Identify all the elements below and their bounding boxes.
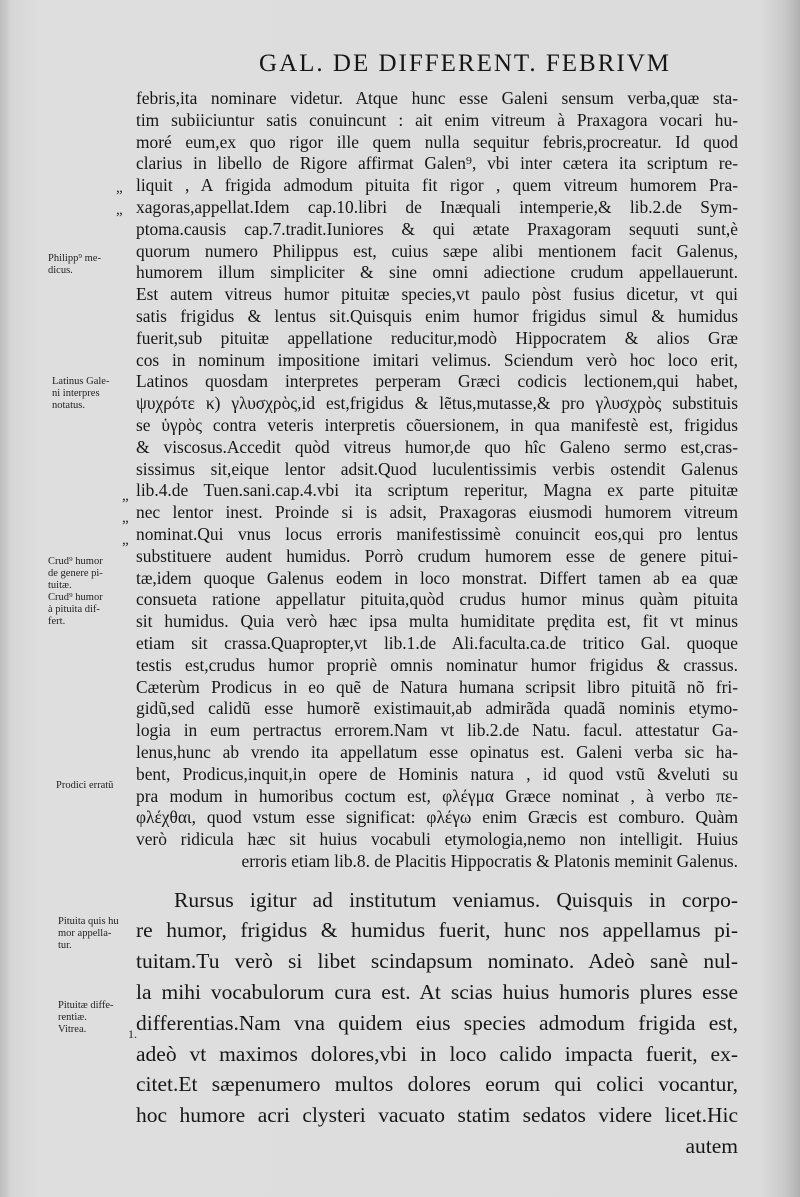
- text-line: φλέχθαι, quod vstum esse significat: φλέγω enim Græcis est comburo. Quàm: [136, 807, 738, 828]
- text-line: nominat.Qui vnus locus erroris manifestissimè conuincit eos,qui pro lentus: [136, 523, 738, 544]
- text-line-large: autem: [685, 1134, 738, 1159]
- text-line: clarius in libello de Rigore affirmat Galen⁹, vbi inter cætera ita scriptum re-: [136, 153, 738, 174]
- text-line-large: Rursus igitur ad institutum veniamus. Quisquis in corpo-: [174, 887, 738, 912]
- text-line: Latinos quosdam interpretes perperam Græci codicis lectionem,qui habet,: [136, 371, 738, 392]
- running-header: GAL. DE DIFFERENT. FEBRIVM: [259, 50, 671, 77]
- text-line: verò ridicula hæc sit huius vocabuli etymologia,nemo non intelligit. Huius: [136, 829, 738, 850]
- text-line: Est autem vitreus humor pituitæ species,vt paulo pòst fusius dicetur, vt qui: [136, 284, 738, 305]
- text-line: & viscosus.Accedit quòd vitreus humor,de quo hîc Galeno sermo est,cras-: [136, 436, 738, 457]
- text-line-large: la mihi vocabulorum cura est. At scias huius humoris plures esse: [136, 980, 738, 1005]
- quote-mark: ”: [122, 540, 129, 556]
- quote-mark: ”: [122, 518, 129, 534]
- text-line: quorum numero Philippus est, cuius sæpe alibi mentionem facit Galenus,: [136, 240, 738, 261]
- text-line: tæ,idem quoque Galenus eodem in loco monstrat. Differt tamen ab ea quæ: [136, 567, 738, 588]
- margin-note-crudus: Crud⁹ humor de genere pi- tuitæ. Crud⁹ humor à pituita dif- fert.: [48, 556, 103, 627]
- text-line: liquit , A frigida admodum pituita fit rigor , quem vitreum humorem Pra-: [136, 175, 738, 196]
- text-line: satis frigidus & lentus sit.Quisquis enim humor frigidus simul & humidus: [136, 305, 738, 326]
- text-line: cos in nominum impositione imitari velimus. Sciendum verò hoc loco erit,: [136, 349, 738, 370]
- text-line: etiam sit crassa.Quapropter,vt lib.1.de Ali.faculta.ca.de tritico Gal. quoque: [136, 632, 738, 653]
- text-line: lenus,hunc ab vrendo ita appellatum esse opinatus est. Galeni verba sic ha-: [136, 741, 738, 762]
- text-line-large: citet.Et sæpenumero multos dolores eorum qui colici vocantur,: [136, 1072, 738, 1097]
- text-line: bent, Prodicus,inquit,in opere de Hominis natura , id quod vstũ &veluti su: [136, 763, 738, 784]
- text-line: ptoma.causis cap.7.tradit.Iuniores & qui ætate Praxagoram sequuti sunt,è: [136, 218, 738, 239]
- quote-mark: „: [116, 180, 123, 196]
- text-line: sit humidus. Quia verò hæc ipsa multa humiditate prędita est, fit vt minus: [136, 611, 738, 632]
- text-line: substituere audent humidus. Porrò crudum humorem esse de genere pitui-: [136, 545, 738, 566]
- text-line: testis est,crudus humor propriè omnis nominatur humor frigidus & crassus.: [136, 654, 738, 675]
- text-line: lib.4.de Tuen.sani.cap.4.vbi ita scriptum reperitur, Magna ex parte pituitæ: [136, 480, 738, 501]
- text-line: sissimus sit,eique lentor adsit.Quod luculentissimis verbis ostendit Galenus: [136, 458, 738, 479]
- text-line: erroris etiam lib.8. de Placitis Hippocratis & Platonis meminit Galenus.: [241, 850, 738, 871]
- text-line-large: re humor, frigidus & humidus fuerit, hunc nos appellamus pi-: [136, 918, 738, 943]
- margin-note-philippus: Philipp⁹ me- dicus.: [48, 253, 101, 276]
- quote-mark: „: [116, 202, 123, 218]
- text-line: gidũ,sed calidũ esse humorẽ existimauit,ab admirãda quadã nominis etymo-: [136, 698, 738, 719]
- quote-mark: ”: [122, 496, 129, 512]
- text-line: se ὑγρὸς contra veteris interpretis cõuersionem, in qua manifestè est, frigidus: [136, 414, 738, 435]
- text-line: logia in eum pertractus errorem.Nam vt lib.2.de Natu. facul. attestatur Ga-: [136, 720, 738, 741]
- text-line: xagoras,appellat.Idem cap.10.libri de Inæquali intemperie,& lib.2.de Sym-: [136, 196, 738, 217]
- list-numeral: 1.: [128, 1027, 137, 1041]
- text-line: pra modum in humoribus coctum est, φλέγμα Græce nominat , à verbo πε-: [136, 785, 738, 806]
- margin-note-prodici: Prodici erratũ: [56, 780, 114, 791]
- text-line: Cæterùm Prodicus in eo quẽ de Natura humana scripsit libro pituitã nõ fri-: [136, 676, 738, 697]
- margin-note-latinus: Latinus Gale- ni interpres notatus.: [52, 376, 110, 411]
- text-line-large: tuitam.Tu verò si libet scindapsum nominato. Adeò sanè nul-: [136, 949, 738, 974]
- text-line: consueta ratione appellatur pituita,quòd crudus humor minus quàm pituita: [136, 589, 738, 610]
- text-line: tim subiiciuntur satis conuincunt : ait enim vitreum à Praxagora vocari hu-: [136, 109, 738, 130]
- margin-note-differentiae: Pituitæ diffe- rentiæ. Vitrea.: [58, 1000, 114, 1035]
- text-line: fuerit,sub pituitæ appellatione reducitur,modò Hippocratem & alios Græ: [136, 327, 738, 348]
- text-line: moré eum,ex quo rigor ille quem nulla sequitur febris,procreatur. Id quod: [136, 131, 738, 152]
- text-line: humorem illum simpliciter & sine omni adiectione crudum appellauerunt.: [136, 262, 738, 283]
- margin-note-pituita: Pituita quis hu mor appella- tur.: [58, 916, 119, 951]
- main-text: [136, 88, 738, 1162]
- text-line-large: differentias.Nam vna quidem eius species admodum frigida est,: [136, 1010, 738, 1035]
- text-line: ψυχρότε κ) γλυσχρὸς,id est,frigidus & lẽtus,mutasse,& pro γλυσχρὸς substituis: [136, 393, 738, 414]
- text-line-large: hoc humore acri clysteri vacuato statim sedatos videre licet.Hic: [136, 1103, 738, 1128]
- text-line: febris,ita nominare videtur. Atque hunc esse Galeni sensum verba,quæ sta-: [136, 88, 738, 108]
- text-line: nec lentor inest. Proinde si is adsit, Praxagoras eiusmodi humorem vitreum: [136, 502, 738, 523]
- text-line-large: adeò vt maximos dolores,vbi in loco calido impacta fuerit, ex-: [136, 1041, 738, 1066]
- paragraph-gap: [136, 873, 738, 885]
